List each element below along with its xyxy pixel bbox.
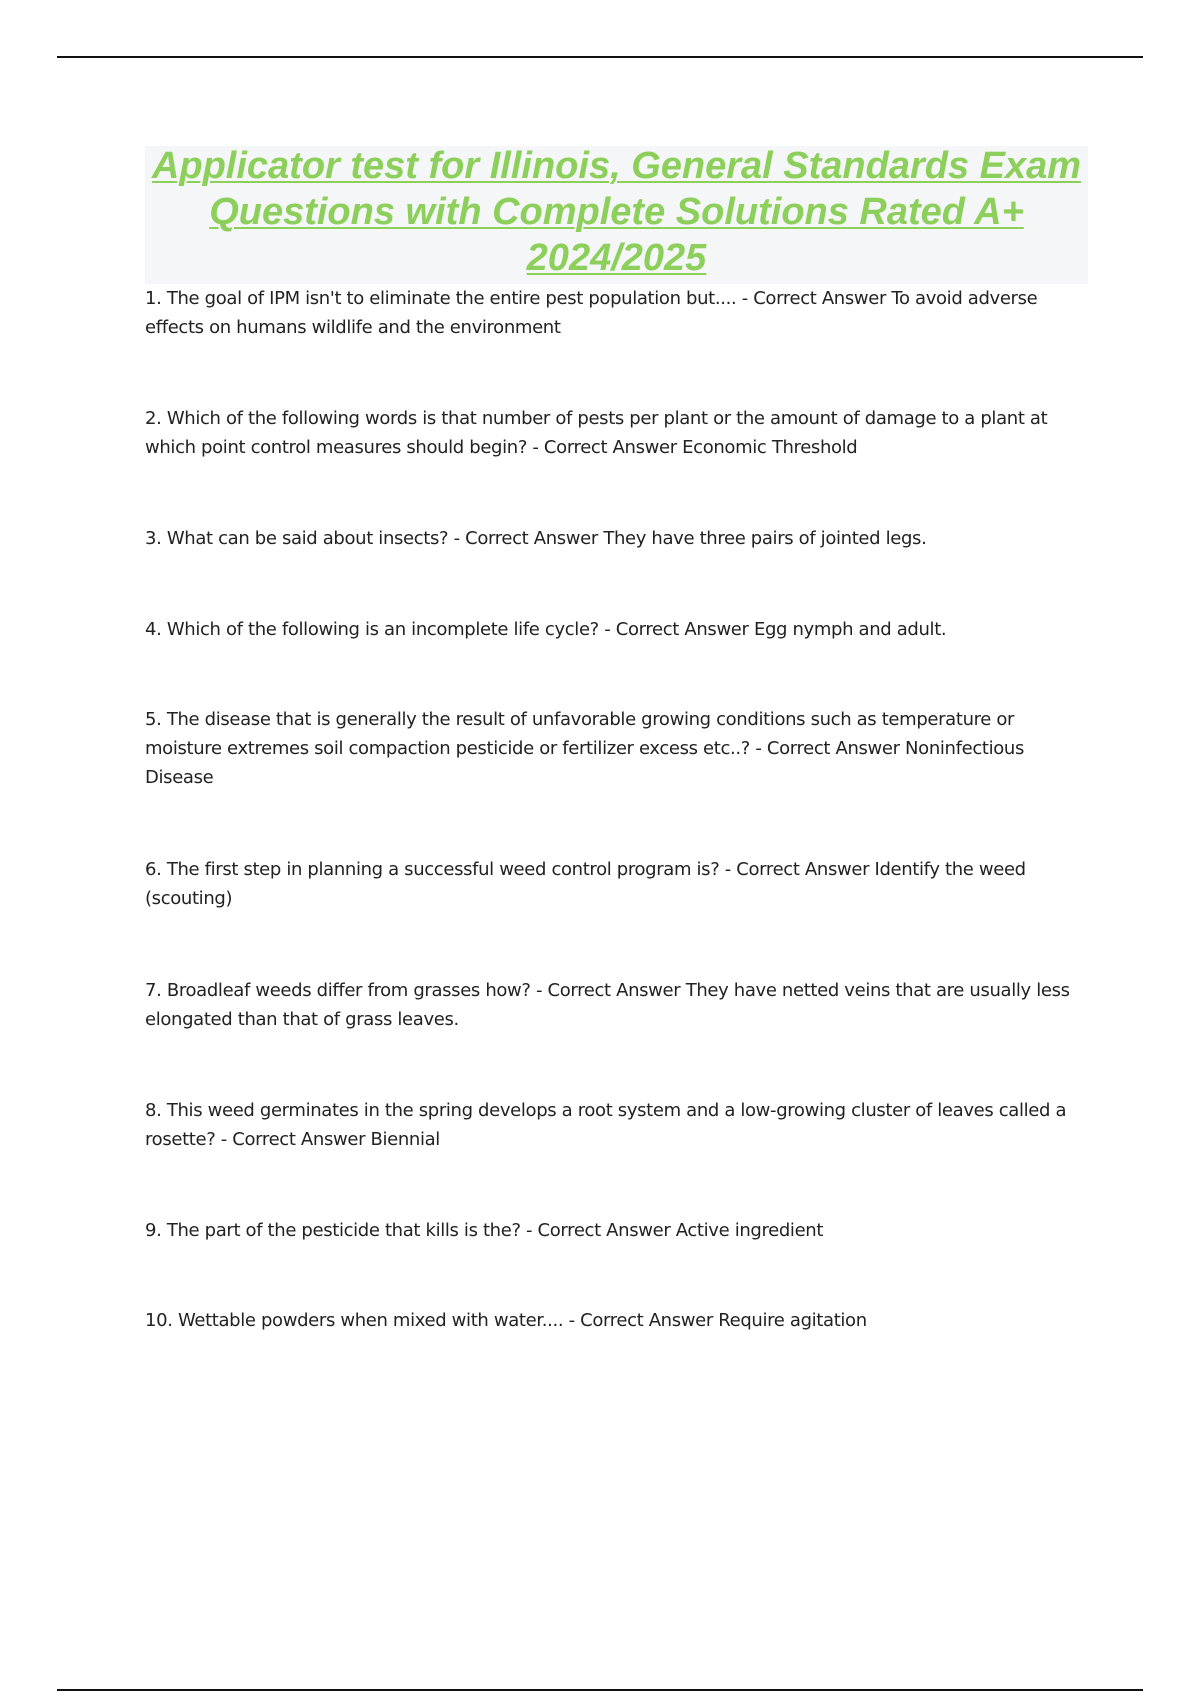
question-item: 7. Broadleaf weeds differ from grasses how? - Correct Answer They have netted veins that are usually less elongated than that of grass leaves. bbox=[145, 980, 1070, 1030]
bottom-rule bbox=[57, 1689, 1143, 1691]
top-rule bbox=[57, 56, 1143, 58]
question-item: 5. The disease that is generally the result of unfavorable growing conditions such as temperature or moisture extremes soil compaction pesticide or fertilizer excess etc..? - Correct Answer Noninfectious Disease bbox=[145, 709, 1024, 788]
question-item: 4. Which of the following is an incomplete life cycle? - Correct Answer Egg nymph and adult. bbox=[145, 619, 947, 640]
question-item: 1. The goal of IPM isn't to eliminate the entire pest population but.... - Correct Answer To avoid adverse effects on humans wildlife and the environment bbox=[145, 288, 1038, 338]
question-item: 8. This weed germinates in the spring develops a root system and a low-growing cluster of leaves called a rosette? - Correct Answer Biennial bbox=[145, 1100, 1067, 1150]
question-item: 9. The part of the pesticide that kills is the? - Correct Answer Active ingredient bbox=[145, 1220, 824, 1241]
question-item: 3. What can be said about insects? - Correct Answer They have three pairs of jointed legs. bbox=[145, 528, 927, 549]
document-title: Applicator test for Illinois, General Standards Exam Questions with Complete Solutions Rated A+ 2024/2025 bbox=[151, 145, 1082, 279]
question-item: 2. Which of the following words is that number of pests per plant or the amount of damage to a plant at which point control measures should begin? - Correct Answer Economic Threshold bbox=[145, 408, 1048, 458]
question-item: 6. The first step in planning a successful weed control program is? - Correct Answer Identify the weed (scouting) bbox=[145, 859, 1026, 909]
question-item: 10. Wettable powders when mixed with water.... - Correct Answer Require agitation bbox=[145, 1310, 867, 1331]
